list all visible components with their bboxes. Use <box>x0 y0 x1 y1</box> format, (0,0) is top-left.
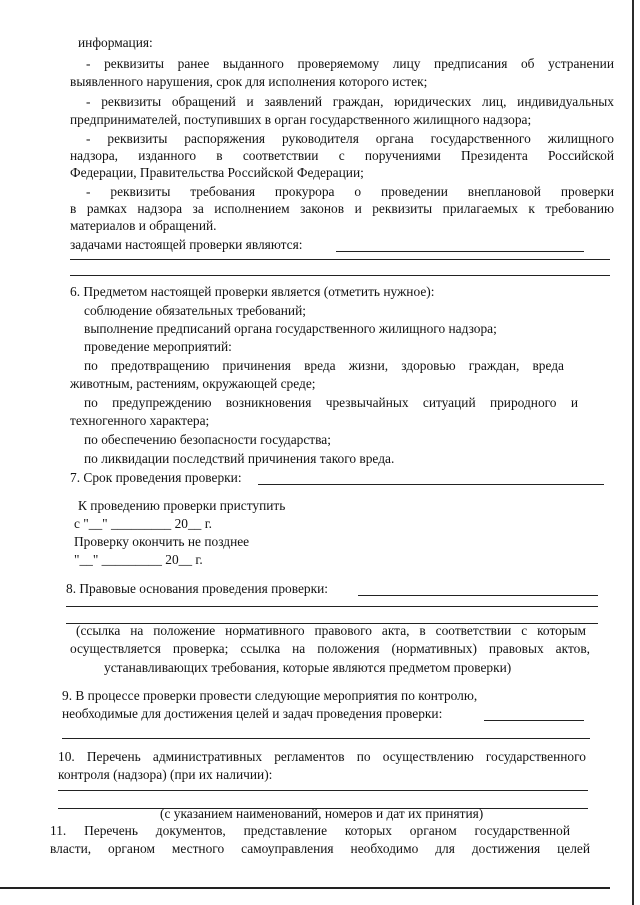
section-heading: 6. Предметом настоящей проверки является (отметить нужное): <box>70 284 435 299</box>
text-line: задачами настоящей проверки являются: <box>70 237 303 252</box>
text-line: по ликвидации последствий причинения такого вреда. <box>84 451 395 466</box>
scan-edge-shadow <box>632 0 634 905</box>
text-line: соблюдение обязательных требований; <box>84 303 306 318</box>
text-line: устанавливающих требования, которые являются предметом проверки) <box>104 660 512 675</box>
text-line: техногенного характера; <box>70 413 210 428</box>
text-line: по предупреждению возникновения чрезвычайных ситуаций природного и <box>84 395 578 410</box>
fill-in-line <box>70 275 610 276</box>
text-line: Проверку окончить не позднее <box>74 534 250 549</box>
text-line: контроля (надзора) (при их наличии): <box>58 767 273 782</box>
section-heading: 9. В процессе проверки провести следующие мероприятия по контролю, <box>62 688 478 703</box>
text-line: К проведению проверки приступить <box>78 498 286 513</box>
text-line: необходимые для достижения целей и задач проведения проверки: <box>62 706 443 721</box>
text-line: надзора, изданного в соответствии с поручениями Президента Российской <box>70 148 614 163</box>
text-line: осуществляется проверка; ссылка на положения (нормативных) правовых актов, <box>70 641 590 656</box>
fill-in-line <box>66 606 598 607</box>
text-line: в рамках надзора за исполнением законов и реквизиты прилагаемых к требованию <box>70 201 614 216</box>
text-line: - реквизиты требования прокурора о проведении внеплановой проверки <box>86 184 614 199</box>
section-heading: 11. Перечень документов, представление которых органом государственной <box>50 823 570 838</box>
text-line: выполнение предписаний органа государственного жилищного надзора; <box>84 321 497 336</box>
section-heading: 8. Правовые основания проведения проверки: <box>66 581 328 596</box>
text-line: по обеспечению безопасности государства; <box>84 432 331 447</box>
text-line: по предотвращению причинения вреда жизни, здоровью граждан, вреда <box>84 358 564 373</box>
text-line: Федерации, Правительства Российской Федерации; <box>70 165 364 180</box>
fill-in-line <box>58 790 588 791</box>
scan-bottom-edge <box>0 887 610 889</box>
section-heading: 10. Перечень административных регламентов по осуществлению государственного <box>58 749 586 764</box>
text-line: власти, органом местного самоуправления необходимо для достижения целей <box>50 841 590 856</box>
text-line: - реквизиты распоряжения руководителя органа государственного жилищного <box>86 131 614 146</box>
text-line: информация: <box>78 35 153 50</box>
fill-in-line <box>62 738 590 739</box>
date-field: с "__" _________ 20__ г. <box>74 516 213 531</box>
text-line: (с указанием наименований, номеров и дат их принятия) <box>160 806 484 821</box>
section-heading: 7. Срок проведения проверки: <box>70 470 242 485</box>
text-line: - реквизиты ранее выданного проверяемому лицу предписания об устранении <box>86 56 614 71</box>
text-line: предпринимателей, поступивших в орган государственного жилищного надзора; <box>70 112 532 127</box>
fill-in-line <box>358 595 598 596</box>
fill-in-line <box>484 720 584 721</box>
text-line: животным, растениям, окружающей среде; <box>70 376 316 391</box>
fill-in-line <box>70 259 610 260</box>
date-field: "__" _________ 20__ г. <box>74 552 203 567</box>
text-line: - реквизиты обращений и заявлений граждан, юридических лиц, индивидуальных <box>86 94 614 109</box>
fill-in-line <box>258 484 604 485</box>
text-line: выявленного нарушения, срок для исполнения которого истек; <box>70 74 428 89</box>
text-line: (ссылка на положение нормативного правового акта, в соответствии с которым <box>76 623 586 638</box>
text-line: проведение мероприятий: <box>84 339 232 354</box>
fill-in-line <box>336 251 584 252</box>
text-line: материалов и обращений. <box>70 218 217 233</box>
